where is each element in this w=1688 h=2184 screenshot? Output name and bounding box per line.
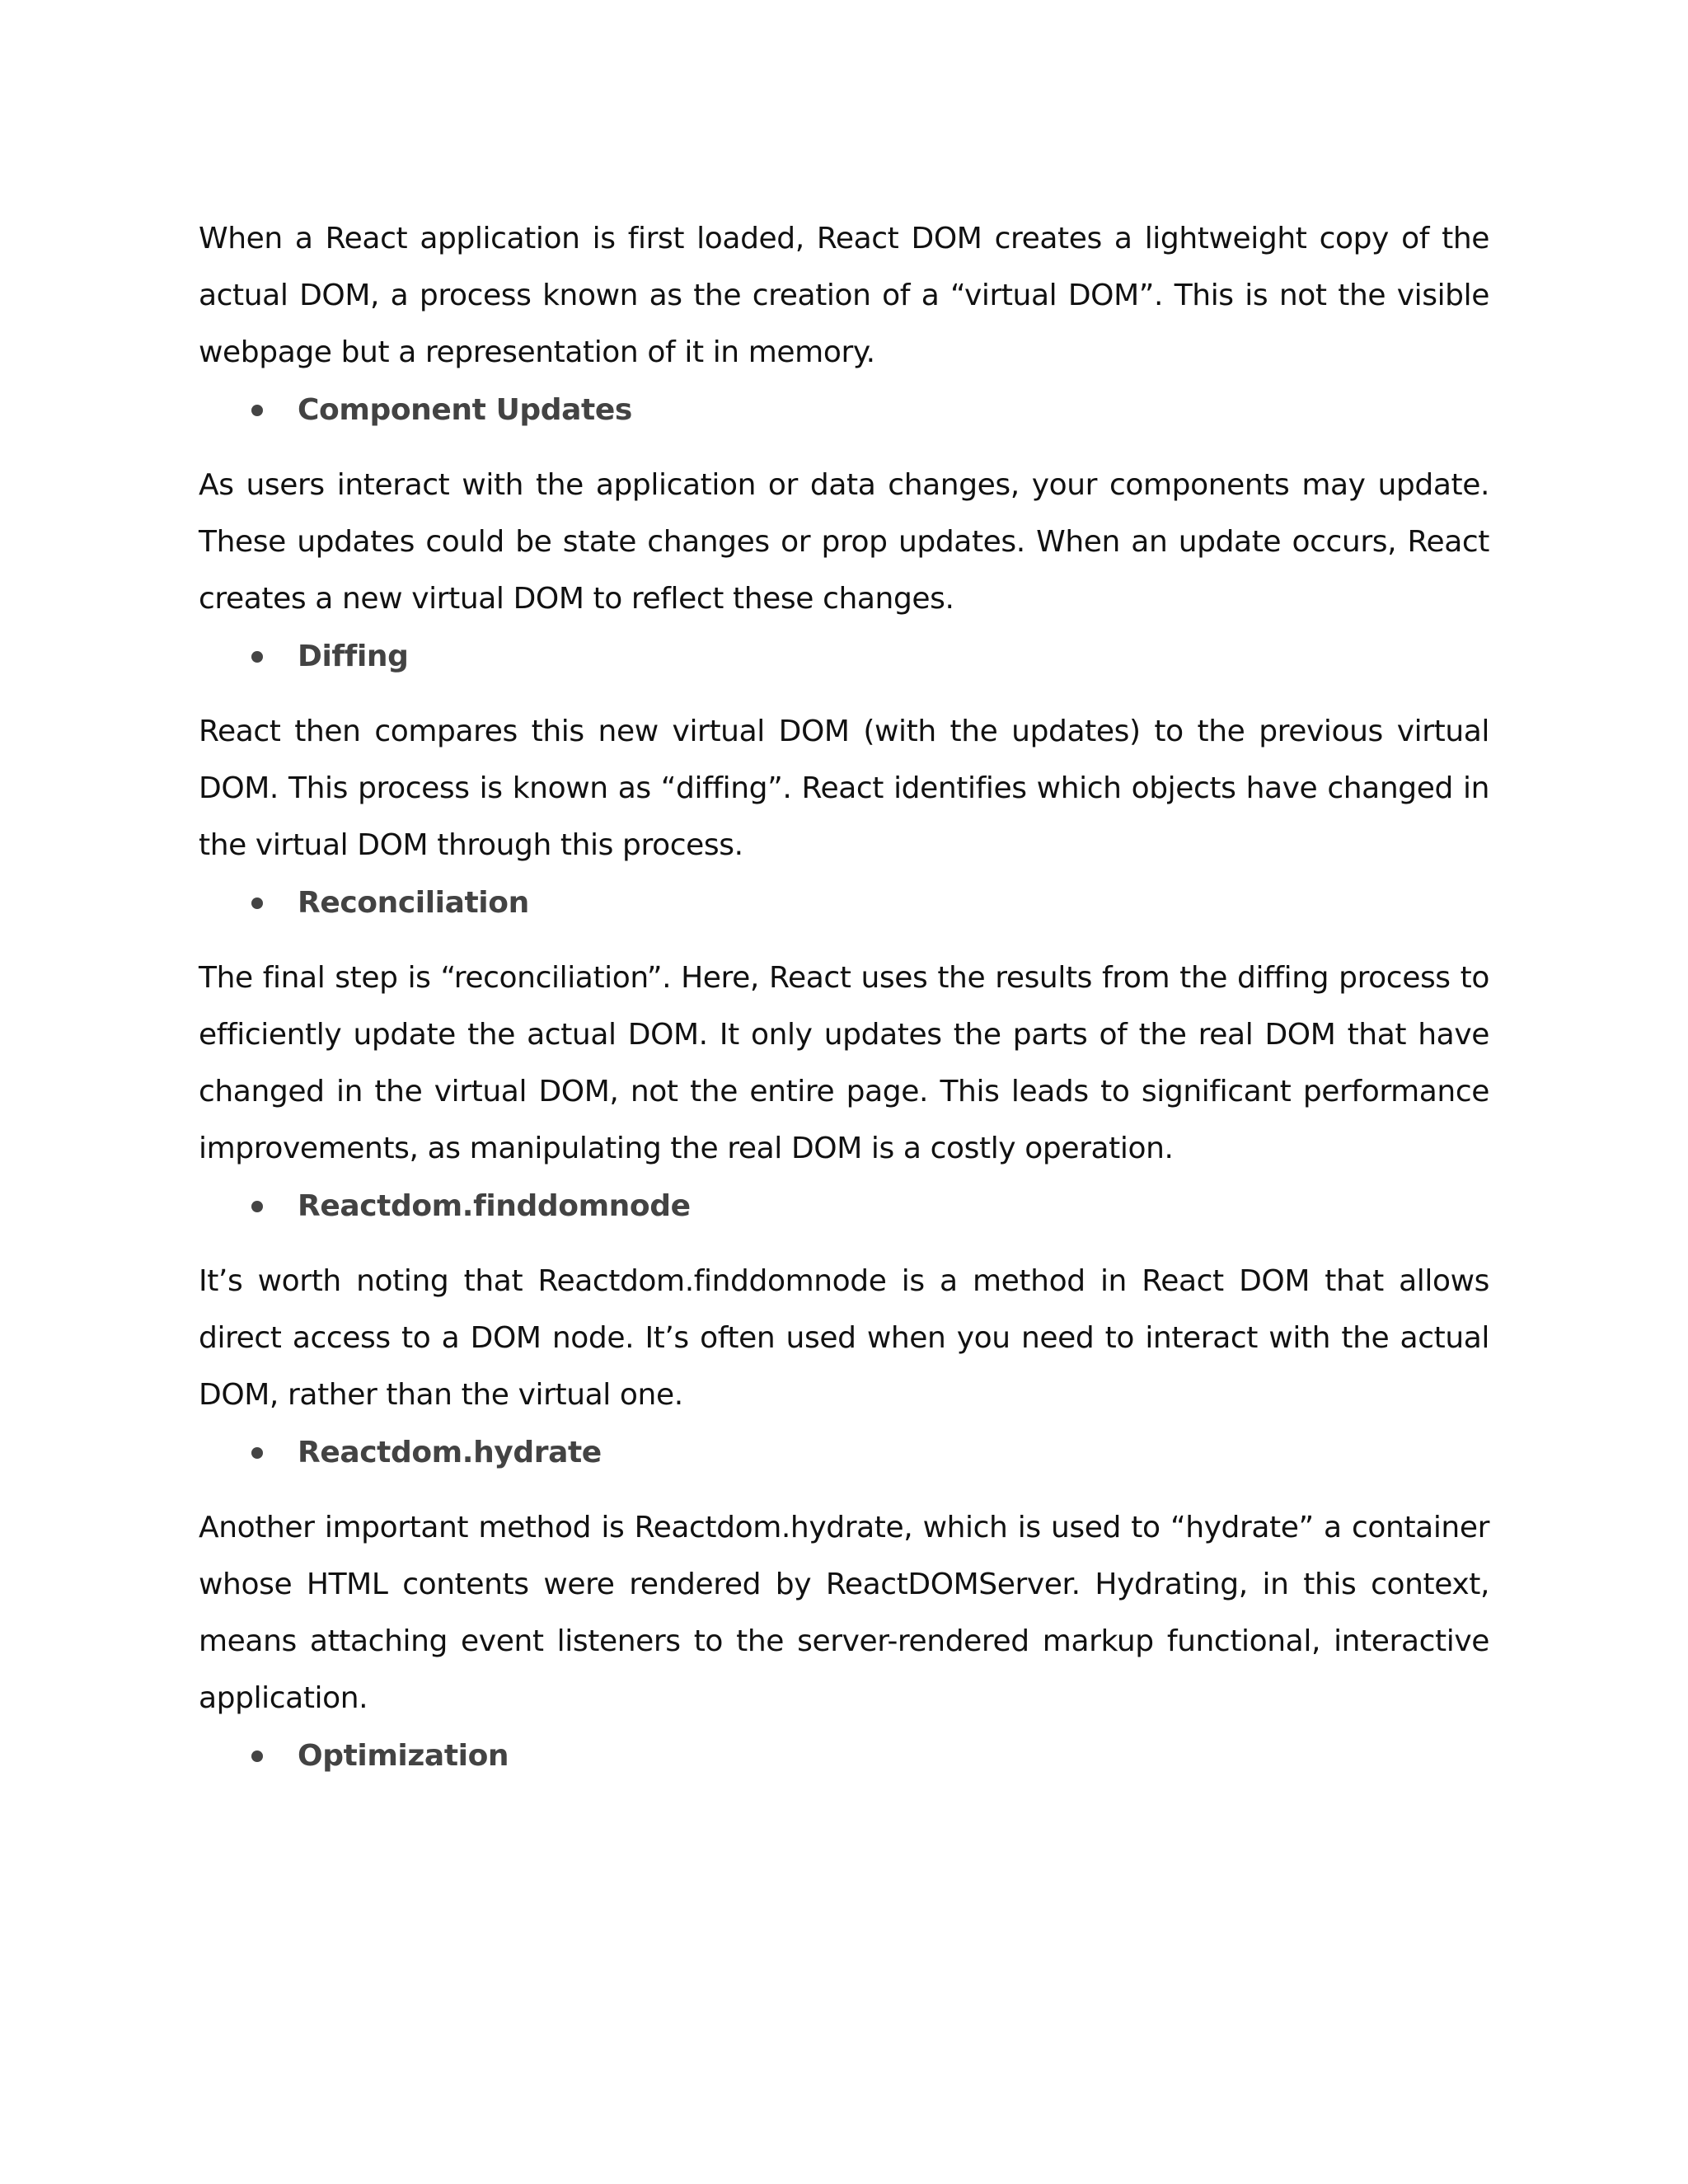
section-heading: Component Updates <box>298 393 632 427</box>
bullet-item-component-updates <box>199 382 1489 438</box>
bullet-item-optimization <box>199 1727 1489 1784</box>
section-paragraph: As users interact with the application or data changes, your components may update. These updates could be state changes or prop updates. When an update occurs, React creates a new virtual DOM to reflect these changes. <box>199 468 1489 616</box>
bullet-icon <box>251 1447 263 1459</box>
section-paragraph: Another important method is Reactdom.hydrate, which is used to “hydrate” a container whose HTML contents were rendered by ReactDOMServer. Hydrating, in this context, means attaching event listeners to the server-rendered markup functional, interactive application. <box>199 1511 1489 1715</box>
document-page <box>199 210 1489 1802</box>
bullet-item-diffing <box>199 628 1489 685</box>
section-heading: Reconciliation <box>298 886 529 920</box>
bullet-item-hydrate <box>199 1424 1489 1481</box>
section-heading: Reactdom.hydrate <box>298 1436 602 1469</box>
intro-paragraph: When a React application is first loaded, React DOM creates a lightweight copy of the actual DOM, a process known as the creation of a “virtual DOM”. This is not the visible webpage but a representation of it in memory. <box>199 222 1489 369</box>
section-paragraph: The final step is “reconciliation”. Here, React uses the results from the diffing process to efficiently update the actual DOM. It only updates the parts of the real DOM that have changed in the virtual DOM, not the entire page. This leads to significant performance improvements, as manipulating the real DOM is a costly operation. <box>199 961 1489 1165</box>
section-paragraph: React then compares this new virtual DOM (with the updates) to the previous virtual DOM. This process is known as “diffing”. React identifies which objects have changed in the virtual DOM through this process. <box>199 715 1489 862</box>
section-heading: Reactdom.finddomnode <box>298 1189 691 1223</box>
bullet-icon <box>251 405 263 416</box>
bullet-item-reconciliation <box>199 874 1489 931</box>
bullet-icon <box>251 1201 263 1212</box>
bullet-icon <box>251 1750 263 1762</box>
bullet-item-finddomnode <box>199 1178 1489 1235</box>
bullet-icon <box>251 651 263 663</box>
section-heading: Diffing <box>298 640 409 673</box>
section-paragraph: It’s worth noting that Reactdom.finddomnode is a method in React DOM that allows direct access to a DOM node. It’s often used when you need to interact with the actual DOM, rather than the virtual one. <box>199 1264 1489 1412</box>
bullet-icon <box>251 898 263 909</box>
section-heading: Optimization <box>298 1739 509 1773</box>
